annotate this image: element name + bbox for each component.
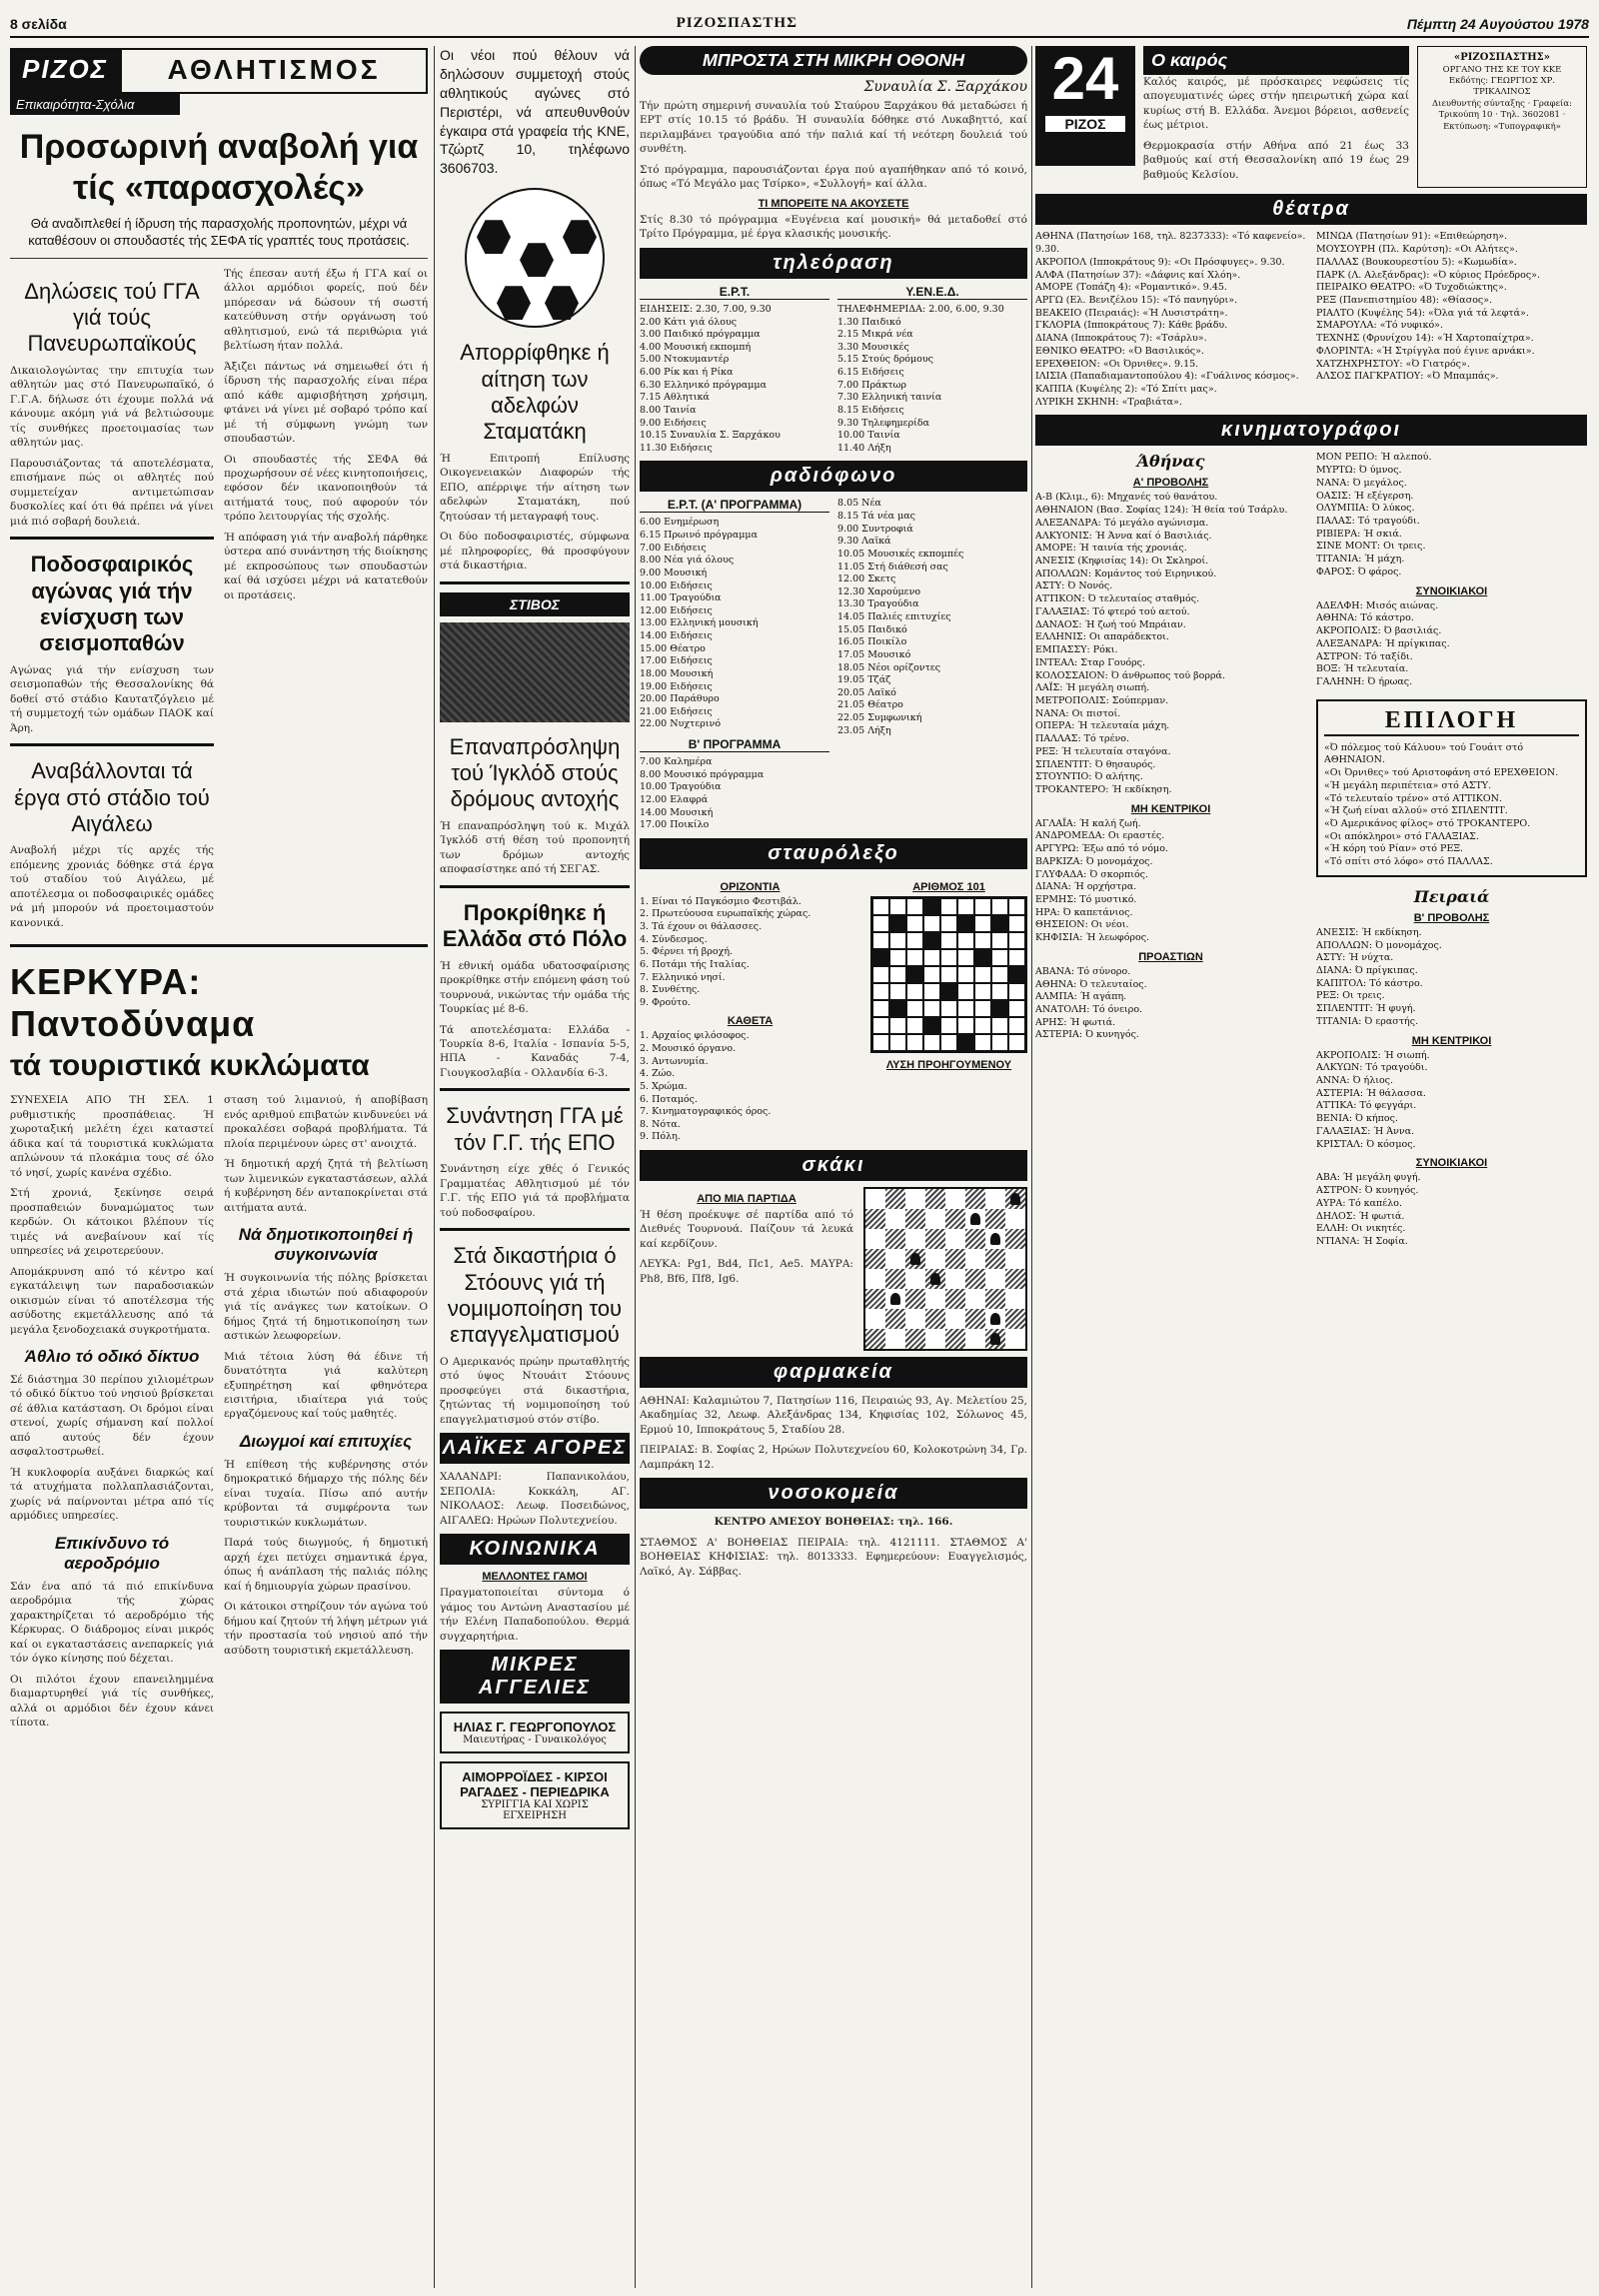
- body-text: ΣΥΝΕΧΕΙΑ ΑΠΟ ΤΗ ΣΕΛ. 1 ρυθμιστικής προσπάθειας. Ή χωροταξική μελέτη έχει καταστεί άδικα καί τά τουριστικά κυκλώματα απλώνουν τά πλοκάμια τους σέ όλο τό νησί, χωρίς κανένα σχέδιο.: [10, 1094, 214, 1179]
- headline-ggta-statements: Δηλώσεις τού ΓΓΑ γιά τούς Πανευρωπαϊκούς: [24, 278, 200, 357]
- cinema-athens: Άθήνας: [1136, 452, 1205, 472]
- column-rule: [434, 46, 435, 2288]
- chess-board: [863, 1187, 1027, 1351]
- radio-listing: 6.00 Ενημέρωση 6.15 Πρωινό πρόγραμμα 7.00 Ειδήσεις 8.00 Νέα γιά όλους 9.00 Μουσική 10.00 Ειδήσεις 11.00 Τραγούδια 12.00 Ειδήσεις 13.00 Ελληνική μουσική 14.00 Ειδήσεις 15.00 Θέατρο 17.00 Ειδήσεις 18.00 Μουσική 19.00 Ειδήσεις 20.00 Παράθυρο 21.00 Ειδήσεις 22.00 Νυχτερινό: [640, 517, 759, 730]
- body-text: Ή συγκοινωνία τής πόλης βρίσκεται στά χέρια ιδιωτών πού αδιαφορούν γιά τίς ανάγκες των κατοίκων. Ο δήμος ζητά τή δημοτικοποίηση των αστικών λεωφορείων.: [224, 1272, 428, 1343]
- listing: ΑΘΗΝΑ (Πατησίων 168, τηλ. 8237333): «Τό καφενείο». 9.30. ΑΚΡΟΠΟΛ (Ιπποκράτους 9): «Οι Πρόσφυγες». 9.30. ΑΛΦΑ (Πατησίων 37): «Δάφνις καί Χλόη». ΑΜΟΡΕ (Τοπάζη 4): «Ρομαντικό». 9.45. ΑΡΓΩ (Ελ. Βενιζέλου 15): «Τό πανηγύρι». ΒΕΑΚΕΙΟ (Πειραιάς): «Ή Λυσιστράτη». ΓΚΛΟΡΙΑ (Ιπποκράτους 7): Κάθε βράδυ. ΔΙΑΝΑ (Ιπποκράτους 7): «Τσάρλυ». ΕΘΝΙΚΟ ΘΕΑΤΡΟ: «Ό Βασιλικός». ΕΡΕΧΘΕΙΟΝ: «Οι Όρνιθες». 9.15. ΙΛΙΣΙΑ (Παπαδιαμαντοπούλου 4): «Γυάλινος κόσμος». ΚΑΠΠΑ (Κυψέλης 2): «Τό Σπίτι μας». ΛΥΡΙΚΗ ΣΚΗΝΗ: «Τραβιάτα».: [1035, 231, 1306, 408]
- tv-listing: ΤΗΛΕΦΗΜΕΡΙΔΑ: 2.00, 6.00, 9.30 1.30 Παιδικό 2.15 Μικρά νέα 3.30 Μουσικές 5.15 Στούς δρόμους 6.15 Ειδήσεις 7.00 Πράκτωρ 7.30 Ελληνική ταινία 8.15 Ειδήσεις 9.30 Τηλεφημερίδα 10.00 Ταινία 11.40 Λήξη: [837, 303, 1004, 454]
- hospitals-header: νοσοκομεία: [640, 1478, 1027, 1509]
- subhead-persecution: Διωγμοί καί επιτυχίες: [239, 1431, 413, 1451]
- radio-listing: 8.05 Νέα 8.15 Τά νέα μας 9.00 Συντροφιά 9.30 Λαϊκά 10.05 Μουσικές εκπομπές 11.05 Στή διάθεσή σας 12.00 Σκετς 12.30 Χαρούμενο 13.30 Τραγούδια 14.05 Παλιές επιτυχίες 15.05 Παιδικό 16.05 Ποικίλο 17.05 Μουσικό 18.05 Νέοι ορίζοντες 19.05 Τζάζ 20.05 Λαϊκό 21.05 Θέατρο 22.05 Συμφωνική 23.05 Λήξη: [837, 498, 964, 736]
- body-text: Ο Αμερικανός πρώην πρωταθλητής στό ύψος Ντουάιτ Στόουνς προσφεύγει στά δικαστήρια, ζητώντας τή νομιμοποίηση τού επαγγελματισμού στόν στίβο.: [440, 1355, 630, 1426]
- body-text: Ή θέση προέκυψε σέ παρτίδα από τό Διεθνές Τουρνουά. Παίζουν τά λευκά καί κερδίζουν.: [640, 1209, 853, 1250]
- listing: ΜΙΝΩΑ (Πατησίων 91): «Επιθεώρηση». ΜΟΥΣΟΥΡΗ (Πλ. Καρύτση): «Οι Αλήτες». ΠΑΛΛΑΣ (Βουκουρεστίου 5): «Κωμωδία». ΠΑΡΚ (Λ. Αλεξάνδρας): «Ό κύριος Πρόεδρος». ΠΕΙΡΑΙΚΟ ΘΕΑΤΡΟ: «Ό Τυχοδιώκτης». ΡΕΞ (Πανεπιστημίου 48): «Θίασος». ΡΙΑΛΤΟ (Κυψέλης 54): «Όλα γιά τά λεφτά». ΣΜΑΡΟΥΛΑ: «Τό νυφικό». ΤΕΧΝΗΣ (Φρυνίχου 14): «Ή Χαρτοπαίχτρα». ΦΛΟΡΙΝΤΑ: «Ή Στρίγγλα πού έγινε αρνάκι». ΧΑΤΖΗΧΡΗΣΤΟΥ: «Ό Γιατρός». ΑΛΣΟΣ ΠΑΓΚΡΑΤΙΟΥ: «Ό Μπαμπάς».: [1316, 231, 1540, 383]
- body-text: Στή χρονιά, ξεκίνησε σειρά προσπαθειών δυναμώματος των κερδών. Οι κάτοικοι βλέπουν τίς τιμές νά ανεβαίνουν καί τίς υπηρεσίες νά χειροτερεύουν.: [10, 1187, 214, 1258]
- headline-kerkyra-sub: τά τουριστικά κυκλώματα: [10, 1049, 370, 1083]
- sports-tagline: Επικαιρότητα-Σχόλια: [10, 94, 180, 115]
- crossword-area: [640, 875, 1027, 1144]
- headline-iglod: Επαναπρόσληψη τού Ίγκλόδ στούς δρόμους αντοχής: [449, 733, 621, 812]
- football-image: [465, 188, 605, 328]
- tv-ert-header: Ε.Ρ.Τ.: [640, 285, 829, 300]
- listing: ΑΒΑΝΑ: Τό σύνορο. ΑΘΗΝΑ: Ό τελευταίος. ΑΛΜΠΑ: Ή αγάπη. ΑΝΑΤΟΛΗ: Τό όνειρο. ΑΡΗΣ: Ή φωτιά. ΑΣΤΕΡΙΑ: Ό κυνηγός.: [1035, 965, 1147, 1041]
- notice-ken: Οι νέοι πού θέλουν νά δηλώσουν συμμετοχή στούς αθλητικούς αγώνες στό Περιστέρι, νά απευθυνθούν έγκαιρα στά γραφεία τής ΚΝΕ, Τζώρτζ 10, τηλέφωνο 3606703.: [440, 47, 630, 177]
- body-text: Στίς 8.30 τό πρόγραμμα «Ευγένεια καί μουσική» θά μεταδοθεί στό Τρίτο Πρόγραμμα, μέ έργα κλασικής μουσικής.: [640, 213, 1027, 241]
- body-text: Σέ διάστημα 30 περίπου χιλιομέτρων τό οδικό δίκτυο τού νησιού βρίσκεται σέ άθλια κατάσταση. Οι δρόμοι είναι στενοί, χωρίς σήμανση καί πολλοί από αυτούς δέν έχουν ασφαλτοστρωθεί.: [10, 1374, 214, 1459]
- body-text: ΑΘΗΝΑΙ: Καλαμιώτου 7, Πατησίων 116, Πειραιώς 93, Αγ. Μελετίου 25, Ακαδημίας 32, Λεωφ. Αλεξάνδρας 134, Κηφισίας 102, Σόλωνος 45, Ερμού 10, Ιπποκράτους 5, Σταδίου 28.: [640, 1395, 1027, 1436]
- body-text: Δικαιολογώντας την επιτυχία των αθλητών μας στό Πανευρωπαϊκό, ό Γ.Γ.Α. δήλωσε ότι έχουμε πολλά νά κάνουμε ακόμη γιά νά βελτιώσουμε τίς συνθήκες προετοιμασίας των αθλητών μας.: [10, 364, 214, 450]
- body-text: Ή εθνική ομάδα υδατοσφαίρισης προκρίθηκε στήν επόμενη φάση τού τουρνουά, νικώντας τήν ομάδα τής Τουρκίας μέ 8-6.: [440, 959, 630, 1016]
- headline-stones: Στά δικαστήρια ό Στόουνς γιά τή νομιμοποίηση του επαγγελματισμού: [447, 1243, 623, 1348]
- stivos-label: ΣΤΙΒΟΣ: [440, 592, 630, 616]
- listing: Α-Β (Κλιμ., 6): Μηχανές τού θανάτου. ΑΘΗΝΑΙΟΝ (Βασ. Σοφίας 124): Ή θεία τού Τσάρλυ. ΑΛΕΞΑΝΔΡΑ: Τό μεγάλο αγώνισμα. ΑΛΚΥΟΝΙΣ: Ή Άννα καί ό Βασιλιάς. ΑΜΟΡΕ: Ή ταινία τής χρονιάς. ΑΝΕΣΙΣ (Κηφισίας 14): Οι Σκληροί. ΑΠΟΛΛΩΝ: Κομάντος τού Ειρηνικού. ΑΣΤΥ: Ό Νονός. ΑΤΤΙΚΟΝ: Ό τελευταίος σταθμός. ΓΑΛΑΞΙΑΣ: Τό φτερό τού αετού. ΔΑΝΑΟΣ: Ή ζωή τού Μπράιαν. ΕΛΛΗΝΙΣ: Οι απαράδεκτοι. ΕΜΠΑΣΣΥ: Ρόκι. ΙΝΤΕΑΛ: Σταρ Γουόρς. ΚΟΛΟΣΣΑΙΟΝ: Ό άνθρωπος τού βορρά. ΛΑΪΣ: Ή μεγάλη σιωπή. ΜΕΤΡΟΠΟΛΙΣ: Σούπερμαν. ΝΑΝΑ: Οι πιστοί. ΟΠΕΡΑ: Ή τελευταία μάχη. ΠΑΛΛΑΣ: Τό τρένο. ΡΕΞ: Ή τελευταία σταγόνα. ΣΠΛΕΝΤΙΤ: Ό θησαυρός. ΣΤΟΥΝΤΙΟ: Ό αλήτης. ΤΡΟΚΑΝΤΕΡΟ: Ή εκδίκηση.: [1035, 492, 1288, 795]
- sports-column: [10, 46, 428, 2288]
- ad-clinic: [440, 1761, 630, 1829]
- cinema-first-run: Α' ΠΡΟΒΟΛΗΣ: [1132, 477, 1209, 490]
- body-text: Τήν πρώτη σημερινή συναυλία τού Σταύρου Ξαρχάκου θά μεταδώσει ή ΕΡΤ στίς 10.15 τό βράδυ. Ή συναυλία δόθηκε στό Λυκαβηττό, καί περιλαμβάνει τραγούδια από τήν παλιά καί τή νεότερη δουλειά τού συνθέτη.: [640, 100, 1027, 156]
- weather-block: [1035, 46, 1587, 188]
- listing: ΑΔΕΛΦΗ: Μισός αιώνας. ΑΘΗΝΑ: Τό κάστρο. ΑΚΡΟΠΟΛΙΣ: Ό βασιλιάς. ΑΛΕΞΑΝΔΡΑ: Ή πρίγκιπας. ΑΣΤΡΟΝ: Τό ταξίδι. ΒΟΞ: Ή τελευταία. ΓΑΛΗΝΗ: Ό ήρωας.: [1316, 599, 1450, 687]
- listing: ΑΚΡΟΠΟΛΙΣ: Ή σιωπή. ΑΛΚΥΩΝ: Τό τραγούδι. ΑΝΝΑ: Ό ήλιος. ΑΣΤΕΡΙΑ: Ή θάλασσα. ΑΤΤΙΚΑ: Τό φεγγάρι. ΒΕΝΙΑ: Ό κήπος. ΓΑΛΑΞΙΑΣ: Ή Άννα. ΚΡΙΣΤΑΛ: Ό κόσμος.: [1316, 1049, 1430, 1150]
- ad-clinic-title: ΑΙΜΟΡΡΟΪΔΕΣ - ΚΙΡΣΟΙ: [462, 1769, 608, 1785]
- hospital-line: ΚΕΝΤΡΟ ΑΜΕΣΟΥ ΒΟΗΘΕΙΑΣ: τηλ. 166.: [714, 1516, 953, 1529]
- running-header: [10, 8, 1589, 38]
- body-text: Παρουσιάζοντας τά αποτελέσματα, επισήμανε πώς οι αθλητές πού συμμετείχαν αντιμετώπισαν δυσκολίες καί ότι θά πρέπει νά γίνει μιά πιό σοβαρή δουλειά.: [10, 457, 214, 528]
- crossword-clues: 1. Αρχαίος φιλόσοφος. 2. Μουσικό όργανο. 3. Αντωνυμία. 4. Ζώο. 5. Χρώμα. 6. Ποταμός. 7. Κινηματογραφικός όρος. 8. Νότα. 9. Πόλη.: [640, 1030, 772, 1143]
- cinema-suburban: ΠΡΟΑΣΤΙΩΝ: [1138, 950, 1203, 963]
- tv-yened-header: Υ.ΕΝ.Ε.Δ.: [837, 285, 1027, 300]
- body-text: Οι πιλότοι έχουν επανειλημμένα διαμαρτυρηθεί γιά τίς συνθήκες, αλλά οι αρμόδιοι δέν έχουν κάνει τίποτα.: [10, 1673, 214, 1729]
- subhead-roads: Άθλιο τό οδικό δίκτυο: [24, 1347, 200, 1366]
- page-number: 8 σελίδα: [10, 16, 67, 32]
- cinema-centre: ΜΗ ΚΕΝΤΡΙΚΟΙ: [1130, 802, 1211, 815]
- body-text: Ή επίθεση τής κυβέρνησης στόν δημοκρατικό δήμαρχο τής πόλης δέν είναι τυχαία. Πίσω από αυτήν κρύβονται τά συμφέροντα των τουριστικών κυκλωμάτων.: [224, 1458, 428, 1529]
- chess-area: [640, 1187, 1027, 1351]
- body-text: Ή επαναπρόσληψη τού κ. Μιχάλ Ίγκλόδ στή θέση τού προπονητή των δρόμων αντοχής αποφασίστηκε από τή ΣΕΓΑΣ.: [440, 819, 630, 876]
- body-text: ΛΕΥΚΑ: Ρg1, Βd4, Πc1, Ae5. ΜΑΥΡΑ: Ρh8, Βf6, Πf8, Ιg6.: [640, 1258, 853, 1285]
- chess-sub: ΑΠΟ ΜΙΑ ΠΑΡΤΙΔΑ: [697, 1193, 797, 1205]
- headline-polo: Προκρίθηκε ή Ελλάδα στό Πόλο: [442, 899, 628, 952]
- tv-grid: [640, 285, 1027, 456]
- cinema-listings: [1035, 452, 1587, 1248]
- sports-two-col: [10, 267, 428, 937]
- masthead-title: «ΡΙΖΟΣΠΑΣΤΗΣ»: [1453, 52, 1550, 63]
- body-text: Αγώνας γιά τήν ενίσχυση των σεισμοπαθών τής Θεσσαλονίκης θά δοθεί στό στάδιο Καυτατζόγλειο μέ τή συμμετοχή τών ομάδων ΠΑΟΚ καί Άρη.: [10, 663, 214, 734]
- cinema-piraeus: Πειραιά: [1413, 886, 1490, 906]
- vertical-header: ΚΑΘΕΤΑ: [727, 1015, 774, 1028]
- body-text: Απομάκρυνση από τό κέντρο καί εγκατάλειψη των παραδοσιακών οικισμών είναι τό αποτέλεσμα τής ασύδοτης εκμετάλλευσης από τά μεγάλα ξενοδοχειακά συγκροτήματα.: [10, 1265, 214, 1336]
- gamoi-header: ΜΕΛΛΟΝΤΕΣ ΓΑΜΟΙ: [482, 1571, 588, 1584]
- koinonika-header: ΚΟΙΝΩΝΙΚΑ: [440, 1534, 630, 1565]
- body-text: Ή Επιτροπή Επίλυσης Οικογενειακών Διαφορών τής ΕΠΟ, απέρριψε τήν αίτηση των αδελφών Σταματάκη, πού ζητούσαν τή μεταγραφή τους.: [440, 452, 630, 523]
- cinema-header: κινηματογράφοι: [1035, 415, 1587, 446]
- pharmacies-header: φαρμακεία: [640, 1357, 1027, 1388]
- chess-header: σκάκι: [640, 1150, 1027, 1181]
- headline-stamataki: Απορρίφθηκε ή αίτηση των αδελφών Σταματάκη: [460, 340, 610, 445]
- column-rule: [1031, 46, 1032, 2288]
- listing: «Ό πόλεμος τού Κάλυου» τού Γουάιτ στό ΑΘΗΝΑΙΟΝ. «Οι Όρνιθες» τού Αριστοφάνη στό ΕΡΕΧΘΕΙΟΝ. «Ή μεγάλη περιπέτεια» στό ΑΣΤΥ. «Τό τελευταίο τρένο» στό ΑΤΤΙΚΟΝ. «Ή ζωή είναι αλλού» στό ΣΠΛΕΝΤΙΤ. «Ό Αμερικάνος φίλος» στό ΤΡΟΚΑΝΤΕΡΟ. «Οι απόκληροι» στό ΓΑΛΑΞΙΑΣ. «Ή κόρη τού Ρίαν» στό ΡΕΞ. «Τό σπίτι στό λόφο» στό ΠΑΛΛΑΣ.: [1324, 741, 1559, 868]
- theatre-listings: [1035, 231, 1587, 409]
- body-text: Τά αποτελέσματα: Ελλάδα - Τουρκία 8-6, Ιταλία - Ισπανία 5-5, ΗΠΑ - Καναδάς 7-4, Γιουγκοσλαβία - Ολλανδία 6-3.: [440, 1023, 630, 1079]
- calendar-tag: ΡΙΖΟΣ: [1045, 116, 1125, 132]
- body-text: ΣΤΑΘΜΟΣ Α' ΒΟΗΘΕΙΑΣ ΠΕΙΡΑΙΑ: τηλ. 4121111. ΣΤΑΘΜΟΣ Α' ΒΟΗΘΕΙΑΣ ΚΗΦΙΣΙΑΣ: τηλ. 8013333. Εφημερεύουν: Ευαγγελισμός, Λαϊκό, Αγ. Σάββας.: [640, 1536, 1027, 1578]
- listing: ΑΝΕΣΙΣ: Ή εκδίκηση. ΑΠΟΛΛΩΝ: Ό μονομάχος. ΑΣΤΥ: Ή νύχτα. ΔΙΑΝΑ: Ό πρίγκιπας. ΚΑΠΙΤΟΛ: Τό κάστρο. ΡΕΞ: Οι τρεις. ΣΠΛΕΝΤΙΤ: Ή φυγή. ΤΙΤΑΝΙΑ: Ό εραστής.: [1316, 926, 1442, 1027]
- rubric-author: Συναυλία Σ. Ξαρχάκου: [863, 79, 1027, 95]
- can-hear-header: ΤΙ ΜΠΟΡΕΙΤΕ ΝΑ ΑΚΟΥΣΕΤΕ: [758, 197, 909, 210]
- crossword-clues: 1. Είναι τό Παγκόσμιο Φεστιβάλ. 2. Πρωτεύουσα ευρωπαϊκής χώρας. 3. Τά έχουν οι θάλασσες. 4. Σύνδεσμος. 5. Φέρνει τή βροχή. 6. Ποτάμι τής Ιταλίας. 7. Ελληνικό νησί. 8. Συνθέτης. 9. Φρούτο.: [640, 895, 811, 1008]
- paper-name: ΡΙΖΟΣΠΑΣΤΗΣ: [676, 15, 798, 31]
- cinema-suburbs-2: ΣΥΝΟΙΚΙΑΚΟΙ: [1415, 1157, 1488, 1170]
- body-text: Ή δημοτική αρχή ζητά τή βελτίωση των λιμενικών εγκαταστάσεων, αλλά ή κυβέρνηση δέν ανταποκρίνεται στά αιτήματα αυτά.: [224, 1158, 428, 1214]
- horizontal-header: ΟΡΙΖΟΝΤΙΑ: [720, 880, 781, 893]
- body-text: σταση τού λιμανιού, ή αποβίβαση ενός αριθμού επιβατών κινδυνεύει νά προκαλέσει σοβαρά προβλήματα. Τά πλοία περιμένουν ώρες στ' ανοιχτά.: [224, 1094, 428, 1150]
- body-text: Θερμοκρασία στήν Αθήνα από 21 έως 33 βαθμούς καί στή Θεσσαλονίκη από 19 έως 29 βαθμούς Κελσίου.: [1143, 139, 1409, 181]
- body-text: Οι κάτοικοι στηρίζουν τόν αγώνα τού δήμου καί ζητούν τή λήψη μέτρων γιά τήν προστασία τού νησιού από τήν ασύδοτη τουριστική εκμετάλλευση.: [224, 1601, 428, 1657]
- body-text: Αναβολή μέχρι τίς αρχές τής επόμενης χρονιάς δόθηκε στά έργα τού σταδίου τού Αιγάλεω, μέ αποτέλεσμα οι ποδοσφαιρικές ομάδες νά μή μπορούν νά προετοιμαστούν κανονικά.: [10, 844, 214, 929]
- issue-date: Πέμπτη 24 Αυγούστου 1978: [1406, 16, 1589, 32]
- headline-football-charity: Ποδοσφαιρικός αγώνας γιά τήν ενίσχυση των σεισμοπαθών: [30, 552, 194, 656]
- masthead-publisher: Εκδότης: ΓΕΩΡΓΙΟΣ ΧΡ. ΤΡΙΚΑΛΙΝΟΣ: [1448, 75, 1556, 98]
- calendar-day: [1035, 46, 1135, 166]
- body-text: Καλός καιρός, μέ πρόσκαιρες νεφώσεις τίς απογευματινές ώρες στήν ηπειρωτική χώρα καί κυρίως στή Β. Ελλάδα. Άνεμοι βόρειοι, ασθενείς έως μέτριοι.: [1143, 76, 1409, 132]
- body-text: Οι δύο ποδοσφαιριστές, σύμφωνα μέ πληροφορίες, θά προσφύγουν στά δικαστήρια.: [440, 531, 630, 573]
- ad-clinic-sub: ΡΑΓΑΔΕΣ - ΠΕΡΙΕΔΡΙΚΑ: [460, 1784, 610, 1800]
- mikres-header: ΜΙΚΡΕΣ ΑΓΓΕΛΙΕΣ: [440, 1650, 630, 1704]
- tv-listing: ΕΙΔΗΣΕΙΣ: 2.30, 7.00, 9.30 2.00 Κάτι γιά όλους 3.00 Παιδικό πρόγραμμα 4.00 Μουσική εκπομπή 5.00 Ντοκυμαντέρ 6.00 Ρίκ και ή Ρίκα 6.30 Ελληνικό πρόγραμμα 7.15 Αθλητικά 8.00 Ταινία 9.00 Ειδήσεις 10.15 Συναυλία Σ. Ξαρχάκου 11.30 Ειδήσεις: [640, 303, 781, 454]
- radio-grid: [640, 498, 1027, 831]
- crossword-solution: ΛΥΣΗ ΠΡΟΗΓΟΥΜΕΝΟΥ: [885, 1058, 1012, 1071]
- headline-main: Προσωρινή αναβολή για τίς «παρασχολές»: [19, 128, 419, 207]
- body-text: Πραγματοποιείται σύντομα ό γάμος του Αντώνη Αναστασίου μέ τήν Ελένη Παπαδοπούλου. Θερμά συγχαρητήρια.: [440, 1587, 630, 1643]
- body-text: Μιά τέτοια λύση θά έδινε τή δυνατότητα γιά καλύτερη εξυπηρέτηση καί φθηνότερα εισιτήρια, ιδιαίτερα γιά τούς εργαζόμενους καί τούς μαθητές.: [224, 1350, 428, 1421]
- body-text: Άξιζει πάντως νά σημειωθεί ότι ή ίδρυση τής παρασχολής είναι πέρα από κάθε αμφισβήτηση χρήσιμη, φτάνει νά γίνει μέ σοβαρό τρόπο καί μέ τή σύμφωνη γνώμη των σπουδαστών.: [224, 360, 428, 446]
- listing: ΑΓΛΑΪΑ: Ή καλή ζωή. ΑΝΔΡΟΜΕΔΑ: Οι εραστές. ΑΡΓΥΡΩ: Έξω από τό νόμο. ΒΑΡΚΙΖΑ: Ό μονομάχος. ΓΛΥΦΑΔΑ: Ό σκορπιός. ΔΙΑΝΑ: Ή ορχήστρα. ΕΡΜΗΣ: Τό μυστικό. ΗΡΑ: Ό καπετάνιος. ΘΗΣΕΙΟΝ: Οι νέοι. ΚΗΦΙΣΙΑ: Ή λεωφόρος.: [1035, 817, 1168, 944]
- masthead-box: [1417, 46, 1587, 188]
- listing: ΜΟΝ ΡΕΠΟ: Ή αλεπού. ΜΥΡΤΩ: Ό ύμνος. ΝΑΝΑ: Ό μεγάλος. ΟΑΣΙΣ: Ή εξέγερση. ΟΛΥΜΠΙΑ: Ό λύκος. ΠΑΛΑΣ: Τό τραγούδι. ΡΙΒΙΕΡΑ: Ή σκιά. ΣΙΝΕ ΜΟΝΤ: Οι τρεις. ΤΙΤΑΝΙΑ: Ή μάχη. ΦΑΡΟΣ: Ό φάρος.: [1316, 452, 1432, 577]
- body-text: ΠΕΙΡΑΙΑΣ: Β. Σοφίας 2, Ηρώων Πολυτεχνείου 60, Κολοκοτρώνη 34, Γρ. Λαμπράκη 12.: [640, 1444, 1027, 1471]
- ad-doctor: [440, 1712, 630, 1753]
- listings-column: [1035, 46, 1587, 2288]
- body-text: Ή κυκλοφορία αυξάνει διαρκώς καί τά ατυχήματα πολλαπλασιάζονται, χωρίς νά παίρνονται μέτρα από τίς αρμόδιες υπηρεσίες.: [10, 1466, 214, 1523]
- rubric-small-screen: ΜΠΡΟΣΤΑ ΣΤΗ ΜΙΚΡΗ ΟΘΟΝΗ: [640, 46, 1027, 75]
- tv-column: [640, 46, 1027, 2288]
- ad-doctor-role: Μαιευτήρας - Γυναικολόγος: [463, 1734, 607, 1746]
- body-text: Ή απόφαση γιά τήν αναβολή πάρθηκε ύστερα από συνάντηση τής διοίκησης μέ εκπροσώπους των σπουδαστών καί θά ισχύσει μέχρι νά κατατεθούν οι προτάσεις.: [224, 531, 428, 601]
- subhead-transport: Νά δημοτικοποιηθεί ή συγκοινωνία: [238, 1225, 414, 1265]
- laikes-header: ΛΑΪΚΕΣ ΑΓΟΡΕΣ: [440, 1433, 630, 1464]
- second-column: [440, 46, 630, 2288]
- body-text: ΧΑΛΑΝΔΡΙ: Παπανικολάου, ΣΕΠΟΛΙΑ: Κοκκάλη, ΑΓ. ΝΙΚΟΛΑΟΣ: Λεωφ. Ποσειδώνος, ΑΙΓΑΛΕΩ: Ηρώων Πολυτεχνείου.: [440, 1471, 630, 1527]
- crossword-number: ΑΡΙΘΜΟΣ 101: [912, 880, 985, 893]
- body-text: Τής έπεσαν αυτή έξω ή ΓΓΑ καί οι άλλοι αρμόδιοι φορείς, πού δέν μπόρεσαν νά δώσουν τή σωστή κατεύθυνση στήν οργάνωση τού αθλητισμού, ενώ τά περιθώρια γιά βελτίωση ήταν πολλά.: [224, 267, 428, 353]
- column-rule: [635, 46, 636, 2288]
- cinema-centre-2: ΜΗ ΚΕΝΤΡΙΚΟΙ: [1411, 1034, 1492, 1047]
- cinema-suburbs: ΣΥΝΟΙΚΙΑΚΟΙ: [1415, 584, 1488, 597]
- theatre-header: θέατρα: [1035, 194, 1587, 225]
- radio-listing: 7.00 Καλημέρα 8.00 Μουσικό πρόγραμμα 10.00 Τραγούδια 12.00 Ελαφρά 14.00 Μουσική 17.00 Ποικίλο: [640, 756, 765, 831]
- sports-banner: [10, 48, 428, 94]
- banner-athletics: ΑΘΛΗΤΙΣΜΟΣ: [120, 48, 428, 94]
- body-text: Οι σπουδαστές τής ΣΕΦΑ θά προχωρήσουν σέ νέες κινητοποιήσεις, εφόσον δέν ικανοποιηθούν τά αιτήματά τους, πού αφορούν τόν τρόπο λειτουργίας τής σχολής.: [224, 453, 428, 524]
- headline-main-lead: Θά αναδιπλεθεί ή ίδρυση τής παρασχολής προπονητών, μέχρι νά καταθέσουν οι σπουδαστές τής ΣΕΦΑ τίς γραπτές τους προτάσεις.: [28, 215, 410, 249]
- subhead-airport: Επικίνδυνο τό αεροδρόμιο: [54, 1533, 170, 1573]
- runner-photo: [440, 622, 630, 722]
- headline-aigaleo-works: Αναβάλλονται τά έργα στό στάδιο τού Αιγάλεω: [14, 758, 210, 836]
- ad-doctor-name: ΗΛΙΑΣ Γ. ΓΕΩΡΓΟΠΟΥΛΟΣ: [453, 1720, 617, 1735]
- radio-b-header: Β' ΠΡΟΓΡΑΜΜΑ: [640, 737, 829, 752]
- kerkyra-article: [10, 1093, 428, 1735]
- body-text: Στό πρόγραμμα, παρουσιάζονται έργα πού αγαπήθηκαν από τό κοινό, όπως «Τό Μεγάλο μας Τσίρκο», «Συλλογή» καί άλλα.: [640, 163, 1027, 191]
- radio-header: ραδιόφωνο: [640, 461, 1027, 492]
- crossword-header: σταυρόλεξο: [640, 838, 1027, 869]
- body-text: Συνάντηση είχε χθές ό Γενικός Γραμματέας Αθλητισμού μέ τόν Γ.Γ. τής ΕΠΟ γιά τά προβλήματα τού ποδοσφαίρου.: [440, 1163, 630, 1219]
- masthead-line: ΟΡΓΑΝΟ ΤΗΣ ΚΕ ΤΟΥ ΚΚΕ: [1442, 64, 1562, 75]
- headline-ggta-epo: Συνάντηση ΓΓΑ μέ τόν Γ.Γ. τής ΕΠΟ: [446, 1103, 624, 1155]
- calendar-number: 24: [1051, 46, 1119, 112]
- cinema-second-run: Β' ΠΡΟΒΟΛΗΣ: [1413, 911, 1490, 924]
- weather-header: Ο καιρός: [1143, 46, 1409, 75]
- banner-rizos: ΡΙΖΟΣ: [10, 48, 120, 94]
- body-text: Παρά τούς διωγμούς, ή δημοτική αρχή έχει πετύχει σημαντικά έργα, όπως ή ανάπλαση τής παλιάς πόλης καί ή δημιουργία χώρων πρασίνου.: [224, 1537, 428, 1593]
- listing: ΑΒΑ: Ή μεγάλη φυγή. ΑΣΤΡΟΝ: Ό κυνηγός. ΑΥΡΑ: Τό καπέλο. ΔΗΛΟΣ: Ή φωτιά. ΕΛΛΗ: Οι νικητές. ΝΤΙΑΝΑ: Ή Σοφία.: [1316, 1172, 1421, 1247]
- body-text: Σάν ένα από τά πιό επικίνδυνα αεροδρόμια τής χώρας χαρακτηρίζεται τό αεροδρόμιο τής Κέρκυρας. Ο διάδρομος είναι μικρός καί οι εγκαταστάσεις ανεπαρκείς γιά τόν όγκο κίνησης πού δέχεται.: [10, 1580, 214, 1666]
- masthead-details: Διευθυντής σύνταξης · Γραφεία: Τρικούπη 10 · Τηλ. 3602081 · Εκτύπωση: «Τυπογραφική»: [1432, 98, 1572, 132]
- crossword-grid: [870, 896, 1027, 1053]
- tv-header: τηλεόραση: [640, 248, 1027, 279]
- ad-clinic-sub2: ΣΥΡΙΓΓΙΑ ΚΑΙ ΧΩΡΙΣ ΕΓΧΕΙΡΗΣΗ: [481, 1799, 589, 1822]
- choice-box: [1316, 699, 1587, 877]
- choice-title: ΕΠΙΛΟΓΗ: [1324, 707, 1579, 736]
- headline-kerkyra: ΚΕΡΚΥΡΑ: Παντοδύναμα: [10, 961, 256, 1045]
- radio-a-header: Ε.Ρ.Τ. (Α' ΠΡΟΓΡΑΜΜΑ): [640, 498, 829, 513]
